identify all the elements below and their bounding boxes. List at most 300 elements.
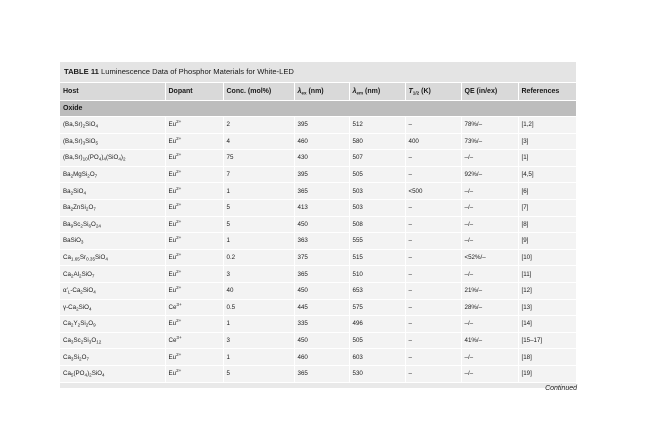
lambda-em-cell: 515 bbox=[349, 249, 405, 266]
formula-part: O bbox=[91, 220, 96, 228]
t-half-cell: – bbox=[405, 216, 461, 233]
qe-cell: –/– bbox=[461, 233, 518, 250]
conc-cell: 1 bbox=[223, 316, 294, 333]
phosphor-table bbox=[60, 82, 576, 388]
continued-label: Continued bbox=[545, 385, 577, 392]
lambda-ex-cell: 450 bbox=[294, 282, 349, 299]
table-row bbox=[60, 282, 576, 299]
conc-cell: 1 bbox=[223, 183, 294, 200]
host-cell bbox=[60, 117, 165, 134]
dopant-cell bbox=[165, 199, 223, 216]
formula-part: 3 bbox=[80, 239, 84, 245]
lambda-em-cell: 505 bbox=[349, 166, 405, 183]
formula-part: MgSi bbox=[73, 171, 88, 179]
lambda-em-cell: 580 bbox=[349, 133, 405, 150]
host-cell bbox=[60, 150, 165, 167]
dopant-charge: 3+ bbox=[176, 301, 182, 307]
lambda-ex-cell: 460 bbox=[294, 349, 349, 366]
lambda-em-cell: 503 bbox=[349, 199, 405, 216]
table-row bbox=[60, 349, 576, 366]
formula-part: (PO bbox=[73, 370, 85, 378]
host-cell bbox=[60, 166, 165, 183]
lambda-ex-cell: 365 bbox=[294, 183, 349, 200]
formula-part: (Ba,Sr) bbox=[63, 154, 83, 162]
table-footer-cell bbox=[60, 382, 576, 388]
formula-part: L bbox=[67, 289, 71, 295]
table-body bbox=[60, 101, 576, 388]
formula-part: SiO bbox=[82, 287, 94, 295]
header-qe: QE (in/ex) bbox=[461, 83, 518, 101]
lambda-em-symbol: λ bbox=[352, 88, 357, 95]
dopant-charge: 3+ bbox=[176, 335, 182, 341]
formula-part: 2 bbox=[70, 206, 74, 212]
dopant-charge: 2+ bbox=[176, 285, 182, 291]
lambda-em-cell: 510 bbox=[349, 266, 405, 283]
conc-cell: 3 bbox=[223, 266, 294, 283]
formula-part: 2 bbox=[76, 306, 79, 312]
lambda-em-cell: 512 bbox=[349, 117, 405, 134]
reference-cell: [11] bbox=[518, 266, 576, 283]
dopant-element: Ce bbox=[168, 337, 177, 345]
table-row bbox=[60, 117, 576, 134]
lambda-em-cell: 508 bbox=[349, 216, 405, 233]
formula-part: Y bbox=[73, 320, 78, 328]
t-half-cell: – bbox=[405, 332, 461, 349]
t-half-cell: – bbox=[405, 249, 461, 266]
table-row bbox=[60, 249, 576, 266]
formula-part: 2 bbox=[80, 289, 83, 295]
formula-part: O bbox=[89, 171, 95, 179]
host-cell bbox=[60, 365, 165, 382]
lambda-em-cell: 505 bbox=[349, 332, 405, 349]
formula-part: 4 bbox=[105, 256, 108, 262]
qe-cell: 21%/– bbox=[461, 282, 518, 299]
t-half-cell: – bbox=[405, 266, 461, 283]
formula-part: Ba bbox=[63, 204, 71, 212]
table-row bbox=[60, 266, 576, 283]
formula-part: (Ba,Sr) bbox=[63, 121, 83, 129]
dopant-element: Eu bbox=[168, 320, 177, 328]
conc-cell: 1 bbox=[223, 349, 294, 366]
host-cell bbox=[60, 249, 165, 266]
dopant-cell bbox=[165, 249, 223, 266]
dopant-cell bbox=[165, 316, 223, 333]
dopant-cell bbox=[165, 166, 223, 183]
conc-cell: 4 bbox=[223, 133, 294, 150]
dopant-cell bbox=[165, 299, 223, 316]
table-row bbox=[60, 365, 576, 382]
qe-cell: –/– bbox=[461, 316, 518, 333]
formula-part: 4 bbox=[103, 156, 106, 162]
formula-part: 1.65 bbox=[70, 256, 80, 262]
formula-part: 7 bbox=[91, 273, 95, 279]
header-t-half bbox=[405, 83, 461, 101]
lambda-ex-cell: 375 bbox=[294, 249, 349, 266]
formula-part: 9 bbox=[93, 322, 96, 328]
formula-part: Ca bbox=[63, 353, 71, 361]
dopant-charge: 2+ bbox=[176, 368, 182, 374]
table-row bbox=[60, 166, 576, 183]
lambda-em-cell: 496 bbox=[349, 316, 405, 333]
dopant-charge: 2+ bbox=[176, 185, 182, 191]
formula-part: ) bbox=[87, 370, 90, 378]
table-row bbox=[60, 233, 576, 250]
host-cell bbox=[60, 133, 165, 150]
dopant-charge: 2+ bbox=[176, 351, 182, 357]
section-row bbox=[60, 101, 576, 117]
dopant-charge: 2+ bbox=[176, 318, 182, 324]
formula-part: SiO bbox=[85, 137, 96, 145]
table-row bbox=[60, 133, 576, 150]
formula-part: SiO bbox=[95, 254, 106, 262]
t-half-cell: – bbox=[405, 117, 461, 134]
t-half-cell: – bbox=[405, 166, 461, 183]
host-cell bbox=[60, 349, 165, 366]
formula-part: 3 bbox=[88, 339, 92, 345]
formula-part: 2 bbox=[70, 322, 74, 328]
reference-cell: [14] bbox=[518, 316, 576, 333]
lambda-em-cell: 555 bbox=[349, 233, 405, 250]
formula-part: 2 bbox=[70, 190, 74, 196]
formula-part: (PO bbox=[87, 154, 99, 162]
formula-part: 7 bbox=[86, 356, 89, 362]
formula-part: O bbox=[91, 337, 97, 345]
dopant-cell bbox=[165, 282, 223, 299]
reference-cell: [13] bbox=[518, 299, 576, 316]
formula-part: ) bbox=[101, 154, 104, 162]
formula-part: 12 bbox=[96, 339, 102, 345]
reference-cell: [8] bbox=[518, 216, 576, 233]
lambda-ex-cell: 365 bbox=[294, 266, 349, 283]
host-cell bbox=[60, 233, 165, 250]
dopant-cell bbox=[165, 365, 223, 382]
t-half-cell: – bbox=[405, 233, 461, 250]
t-half-sub: 1/2 bbox=[412, 90, 420, 96]
lambda-ex-unit: (nm) bbox=[306, 88, 324, 95]
dopant-charge: 2+ bbox=[176, 119, 182, 125]
formula-part: 5 bbox=[95, 140, 99, 146]
table-row bbox=[60, 299, 576, 316]
reference-cell: [12] bbox=[518, 282, 576, 299]
lambda-ex-cell: 450 bbox=[294, 332, 349, 349]
dopant-cell bbox=[165, 266, 223, 283]
t-half-symbol: T bbox=[408, 88, 413, 95]
qe-cell: 28%/– bbox=[461, 299, 518, 316]
formula-part: 4 bbox=[95, 123, 99, 129]
t-half-cell: – bbox=[405, 365, 461, 382]
dopant-charge: 2+ bbox=[176, 235, 182, 241]
table-title: Luminescence Data of Phosphor Materials for White-LED bbox=[101, 67, 294, 76]
conc-cell: 5 bbox=[223, 216, 294, 233]
formula-part: Ca bbox=[63, 370, 71, 378]
formula-part: 2 bbox=[79, 356, 82, 362]
conc-cell: 2 bbox=[223, 117, 294, 134]
formula-part: 2 bbox=[82, 123, 86, 129]
dopant-cell bbox=[165, 183, 223, 200]
conc-cell: 40 bbox=[223, 282, 294, 299]
dopant-element: Eu bbox=[168, 204, 177, 212]
formula-part: 2 bbox=[85, 206, 89, 212]
dopant-element: Eu bbox=[168, 270, 177, 278]
table-row bbox=[60, 150, 576, 167]
host-cell bbox=[60, 216, 165, 233]
formula-part: Ba bbox=[63, 220, 71, 228]
dopant-charge: 2+ bbox=[176, 135, 182, 141]
formula-part: 2 bbox=[80, 339, 84, 345]
dopant-element: Eu bbox=[168, 171, 177, 179]
lambda-em-cell: 603 bbox=[349, 349, 405, 366]
formula-part: Ca bbox=[63, 270, 71, 278]
lambda-ex-cell: 430 bbox=[294, 150, 349, 167]
section-label: Oxide bbox=[60, 101, 576, 117]
dopant-element: Eu bbox=[168, 121, 177, 129]
formula-part: SiO bbox=[73, 187, 84, 195]
qe-cell: 41%/– bbox=[461, 332, 518, 349]
conc-cell: 1 bbox=[223, 233, 294, 250]
formula-part: Si bbox=[80, 320, 86, 328]
formula-part: ZnSi bbox=[73, 204, 86, 212]
formula-part: Si bbox=[83, 337, 89, 345]
lambda-em-unit: (nm) bbox=[363, 88, 381, 95]
host-cell bbox=[60, 316, 165, 333]
lambda-em-sub: em bbox=[356, 90, 364, 96]
formula-part: 2 bbox=[70, 273, 74, 279]
reference-cell: [7] bbox=[518, 199, 576, 216]
dopant-cell bbox=[165, 117, 223, 134]
table-label: TABLE 11 bbox=[64, 67, 99, 76]
lambda-ex-cell: 445 bbox=[294, 299, 349, 316]
reference-cell: [15–17] bbox=[518, 332, 576, 349]
conc-cell: 5 bbox=[223, 365, 294, 382]
formula-part: SiO bbox=[81, 270, 92, 278]
qe-cell: –/– bbox=[461, 365, 518, 382]
lambda-em-cell: 503 bbox=[349, 183, 405, 200]
table-row bbox=[60, 316, 576, 333]
lambda-em-cell: 507 bbox=[349, 150, 405, 167]
lambda-ex-cell: 363 bbox=[294, 233, 349, 250]
lambda-ex-cell: 460 bbox=[294, 133, 349, 150]
table-row bbox=[60, 199, 576, 216]
conc-cell: 75 bbox=[223, 150, 294, 167]
t-half-cell: – bbox=[405, 199, 461, 216]
formula-part: 4 bbox=[88, 306, 92, 312]
formula-part: 4 bbox=[83, 190, 87, 196]
reference-cell: [1,2] bbox=[518, 117, 576, 134]
formula-part: ) bbox=[120, 154, 123, 162]
t-half-cell: – bbox=[405, 299, 461, 316]
t-half-unit: (K) bbox=[419, 88, 431, 95]
formula-part: γ-Ca bbox=[63, 303, 77, 311]
dopant-cell bbox=[165, 216, 223, 233]
formula-part: BaSiO bbox=[63, 237, 81, 245]
t-half-cell: – bbox=[405, 282, 461, 299]
formula-part: Si bbox=[73, 353, 79, 361]
table-row bbox=[60, 183, 576, 200]
dopant-element: Eu bbox=[168, 353, 177, 361]
header-host: Host bbox=[60, 83, 165, 101]
formula-part: Ca bbox=[63, 337, 71, 345]
host-cell bbox=[60, 183, 165, 200]
formula-part: O bbox=[81, 353, 87, 361]
formula-part: (Ba,Sr) bbox=[63, 137, 83, 145]
formula-part: 7 bbox=[94, 173, 98, 179]
reference-cell: [4,5] bbox=[518, 166, 576, 183]
formula-part: 3 bbox=[70, 339, 74, 345]
formula-part: Ca bbox=[63, 254, 71, 262]
formula-part: 4 bbox=[98, 156, 102, 162]
conc-cell: 7 bbox=[223, 166, 294, 183]
host-cell bbox=[60, 266, 165, 283]
formula-part: SiO bbox=[91, 370, 103, 378]
dopant-element: Eu bbox=[168, 187, 177, 195]
header-lambda-ex bbox=[294, 83, 349, 101]
t-half-cell: – bbox=[405, 150, 461, 167]
lambda-em-cell: 653 bbox=[349, 282, 405, 299]
formula-part: 24 bbox=[95, 223, 101, 229]
dopant-element: Eu bbox=[168, 237, 177, 245]
qe-cell: –/– bbox=[461, 266, 518, 283]
dopant-charge: 2+ bbox=[176, 202, 182, 208]
formula-part: 2 bbox=[122, 156, 126, 162]
formula-part: Ba bbox=[63, 171, 71, 179]
formula-part: Si bbox=[82, 220, 89, 228]
reference-cell: [3] bbox=[518, 133, 576, 150]
formula-part: Sr bbox=[79, 254, 87, 262]
formula-part: -Ca bbox=[70, 287, 81, 295]
reference-cell: [10] bbox=[518, 249, 576, 266]
dopant-charge: 2+ bbox=[176, 152, 182, 158]
qe-cell: 92%/– bbox=[461, 166, 518, 183]
t-half-cell: – bbox=[405, 316, 461, 333]
header-conc: Conc. (mol%) bbox=[223, 83, 294, 101]
formula-part: Al bbox=[73, 270, 79, 278]
table-footer-band bbox=[60, 382, 576, 388]
dopant-charge: 2+ bbox=[176, 252, 182, 258]
t-half-cell: <500 bbox=[405, 183, 461, 200]
formula-part: 2 bbox=[89, 372, 92, 378]
lambda-ex-cell: 450 bbox=[294, 216, 349, 233]
formula-part: 4 bbox=[93, 289, 96, 295]
conc-cell: 3 bbox=[223, 332, 294, 349]
table-caption bbox=[60, 62, 576, 82]
conc-cell: 0.5 bbox=[223, 299, 294, 316]
lambda-ex-cell: 395 bbox=[294, 166, 349, 183]
conc-cell: 0.2 bbox=[223, 249, 294, 266]
header-lambda-em bbox=[349, 83, 405, 101]
table-row bbox=[60, 216, 576, 233]
reference-cell: [18] bbox=[518, 349, 576, 366]
lambda-ex-cell: 335 bbox=[294, 316, 349, 333]
qe-cell: –/– bbox=[461, 216, 518, 233]
reference-cell: [19] bbox=[518, 365, 576, 382]
qe-cell: –/– bbox=[461, 349, 518, 366]
formula-part: 2 bbox=[80, 223, 83, 229]
formula-part: 4 bbox=[102, 372, 105, 378]
conc-cell: 5 bbox=[223, 199, 294, 216]
dopant-cell bbox=[165, 233, 223, 250]
formula-part: 3 bbox=[70, 356, 74, 362]
dopant-cell bbox=[165, 332, 223, 349]
dopant-cell bbox=[165, 150, 223, 167]
qe-cell: <52%/– bbox=[461, 249, 518, 266]
dopant-charge: 2+ bbox=[176, 169, 182, 175]
formula-part: 5 bbox=[70, 372, 74, 378]
reference-cell: [6] bbox=[518, 183, 576, 200]
formula-part: 0.35 bbox=[86, 256, 96, 262]
lambda-ex-cell: 413 bbox=[294, 199, 349, 216]
reference-cell: [9] bbox=[518, 233, 576, 250]
reference-cell: [1] bbox=[518, 150, 576, 167]
formula-part: α′ bbox=[63, 287, 68, 295]
dopant-element: Eu bbox=[168, 220, 177, 228]
lambda-ex-symbol: λ bbox=[297, 88, 302, 95]
table-container bbox=[60, 62, 576, 388]
qe-cell: –/– bbox=[461, 150, 518, 167]
formula-part: 2 bbox=[87, 173, 90, 179]
formula-part: 2 bbox=[85, 322, 89, 328]
formula-part: 6 bbox=[88, 223, 92, 229]
formula-part: SiO bbox=[85, 121, 96, 129]
formula-part: O bbox=[88, 204, 94, 212]
formula-part: Sc bbox=[73, 337, 81, 345]
host-cell bbox=[60, 332, 165, 349]
host-cell bbox=[60, 299, 165, 316]
formula-part: Ca bbox=[63, 320, 71, 328]
formula-part: Sc bbox=[73, 220, 81, 228]
formula-part: 2 bbox=[70, 173, 74, 179]
header-references: References bbox=[518, 83, 576, 101]
header-row bbox=[60, 83, 576, 101]
lambda-em-cell: 530 bbox=[349, 365, 405, 382]
formula-part: O bbox=[88, 320, 94, 328]
formula-part: (SiO bbox=[105, 154, 119, 162]
qe-cell: 73%/– bbox=[461, 133, 518, 150]
dopant-element: Eu bbox=[168, 154, 177, 162]
qe-cell: –/– bbox=[461, 183, 518, 200]
t-half-cell: 400 bbox=[405, 133, 461, 150]
dopant-charge: 2+ bbox=[176, 218, 182, 224]
host-cell bbox=[60, 199, 165, 216]
formula-part: 10 bbox=[82, 156, 88, 162]
dopant-cell bbox=[165, 349, 223, 366]
formula-part: 3 bbox=[82, 140, 86, 146]
dopant-element: Eu bbox=[168, 137, 177, 145]
formula-part: SiO bbox=[78, 303, 89, 311]
qe-cell: –/– bbox=[461, 199, 518, 216]
dopant-cell bbox=[165, 133, 223, 150]
formula-part: 2 bbox=[77, 322, 81, 328]
dopant-element: Ce bbox=[168, 303, 177, 311]
formula-part: 4 bbox=[118, 156, 121, 162]
dopant-element: Eu bbox=[168, 370, 177, 378]
table-row bbox=[60, 332, 576, 349]
qe-cell: 78%/– bbox=[461, 117, 518, 134]
dopant-element: Eu bbox=[168, 287, 177, 295]
formula-part: 7 bbox=[93, 206, 96, 212]
header-dopant: Dopant bbox=[165, 83, 223, 101]
lambda-ex-cell: 395 bbox=[294, 117, 349, 134]
dopant-element: Eu bbox=[168, 254, 177, 262]
host-cell bbox=[60, 282, 165, 299]
dopant-charge: 2+ bbox=[176, 268, 182, 274]
formula-part: 9 bbox=[70, 223, 74, 229]
formula-part: 2 bbox=[79, 273, 82, 279]
lambda-em-cell: 575 bbox=[349, 299, 405, 316]
lambda-ex-cell: 365 bbox=[294, 365, 349, 382]
t-half-cell: – bbox=[405, 349, 461, 366]
formula-part: Ba bbox=[63, 187, 71, 195]
lambda-ex-sub: ex bbox=[301, 90, 307, 96]
